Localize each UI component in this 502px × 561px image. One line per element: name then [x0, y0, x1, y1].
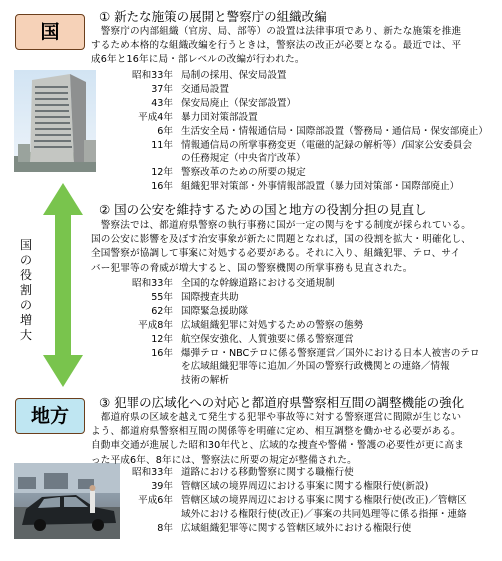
- kuni-role-increase-label: 国 の 役 割 の 増 大: [19, 238, 32, 342]
- timeline-row: 16年 組織犯罪対策部・外事情報部設置（暴力団対策部・国際部廃止）: [151, 181, 460, 193]
- timeline-row: 62年 国際緊急援助隊: [151, 305, 249, 317]
- timeline-row: 43年 保安局廃止（保安部設置）: [151, 97, 297, 109]
- section-2-paragraph: 警察法では、都道府県警察の執行事務に国が一定の関与をする制度が採られている。 国の公安に影響を及ぼす治安事象が新たに問題となれば，国の役割を拡大・明確化し、 全国警察が協調して事案に対処する必要がある。それに入り、組織犯罪、テロ、サイ バー犯罪等の脅威が増大すると、国の警察機関の所掌事務も見直された。: [91, 220, 472, 274]
- section-3-heading: ③ 犯罪の広域化への対応と都道府県警察相互間の調整機能の強化: [99, 395, 465, 410]
- police-agency-building-photo: [14, 70, 96, 172]
- section-1-timeline: [118, 69, 488, 194]
- section-2-timeline: [118, 277, 480, 388]
- timeline-row: 16年 爆弾テロ・NBCテロに係る警察運営／国外における日本人被害のテロ を広域組織犯罪等に追加／外国の警察行政機関との連絡／情報 技術の解析: [151, 347, 480, 387]
- timeline-row: 8年 広域組織犯罪等に関する管轄区域外における権限行使: [157, 522, 412, 534]
- timeline-row: 平成6年 管轄区域の境界周辺における事案に関する権限行使(改正)／管轄区 域外における権限行使(改正)／事案の共同処理等に係る指揮・連絡: [138, 494, 467, 520]
- double-arrow-icon: [42, 183, 84, 387]
- police-car-photo: [14, 463, 120, 539]
- timeline-row: 昭和33年 局制の採用、保安局設置: [132, 70, 287, 81]
- timeline-row: 6年 生活安全局・情報通信局・国際部設置（警務局・通信局・保安部廃止）: [157, 125, 488, 137]
- timeline-row: 昭和33年 道路における移動警察に関する職権行使: [132, 467, 354, 478]
- section-3-paragraph: 都道府県の区域を越えて発生する犯罪や事故等に対する警察運営に間隙が生じない よう、都道府県警察相互間の関係等を明確に定め、相互調整を働かせる必要がある。 自動車交通が進展した昭和30年代と、広域的な捜査や警備・警護の必要性が更に高ま った平成6年、8年には、警察法に所要の規定が整備された。: [91, 412, 465, 466]
- timeline-row: 37年 交通局設置: [151, 83, 229, 95]
- section-3-timeline: [118, 466, 467, 536]
- kuni-label: 国: [40, 21, 60, 43]
- section-1-heading: ① 新たな施策の展開と警察庁の組織改編: [99, 9, 327, 24]
- section-1-paragraph: 警察庁の内部組織（官房、局、部等）の設置は法律事項であり、新たな施策を推進 するため本格的な組織改編を行うときは，警察法の改正が必要となる。最近では、平 成6年と16年に局・部レベルの改編が行われた。: [91, 26, 462, 66]
- section-2-heading: ② 国の公安を維持するための国と地方の役割分担の見直し: [99, 202, 427, 217]
- timeline-row: 39年 管轄区域の境界周辺における事案に関する権限行使(新設): [151, 480, 429, 492]
- timeline-row: 12年 警察改革のための所要の規定: [151, 167, 306, 179]
- timeline-row: 昭和33年 全国的な幹線道路における交通規制: [132, 278, 335, 289]
- timeline-row: 平成4年 暴力団対策部設置: [138, 111, 258, 123]
- chiho-label: 地方: [30, 405, 69, 427]
- timeline-row: 11年 情報通信局の所掌事務変更（電磁的記録の解析等）/国家公安委員会 の任務規定（中央省庁改革）: [151, 139, 473, 165]
- chiho-label-box: [15, 398, 85, 434]
- kuni-label-box: [15, 14, 85, 50]
- timeline-row: 55年 国際捜査共助: [151, 291, 239, 303]
- timeline-row: 12年 航空保安強化、人質強要に係る警察運営: [151, 333, 354, 345]
- timeline-row: 平成8年 広域組織犯罪に対処するための警察の態勢: [138, 319, 364, 331]
